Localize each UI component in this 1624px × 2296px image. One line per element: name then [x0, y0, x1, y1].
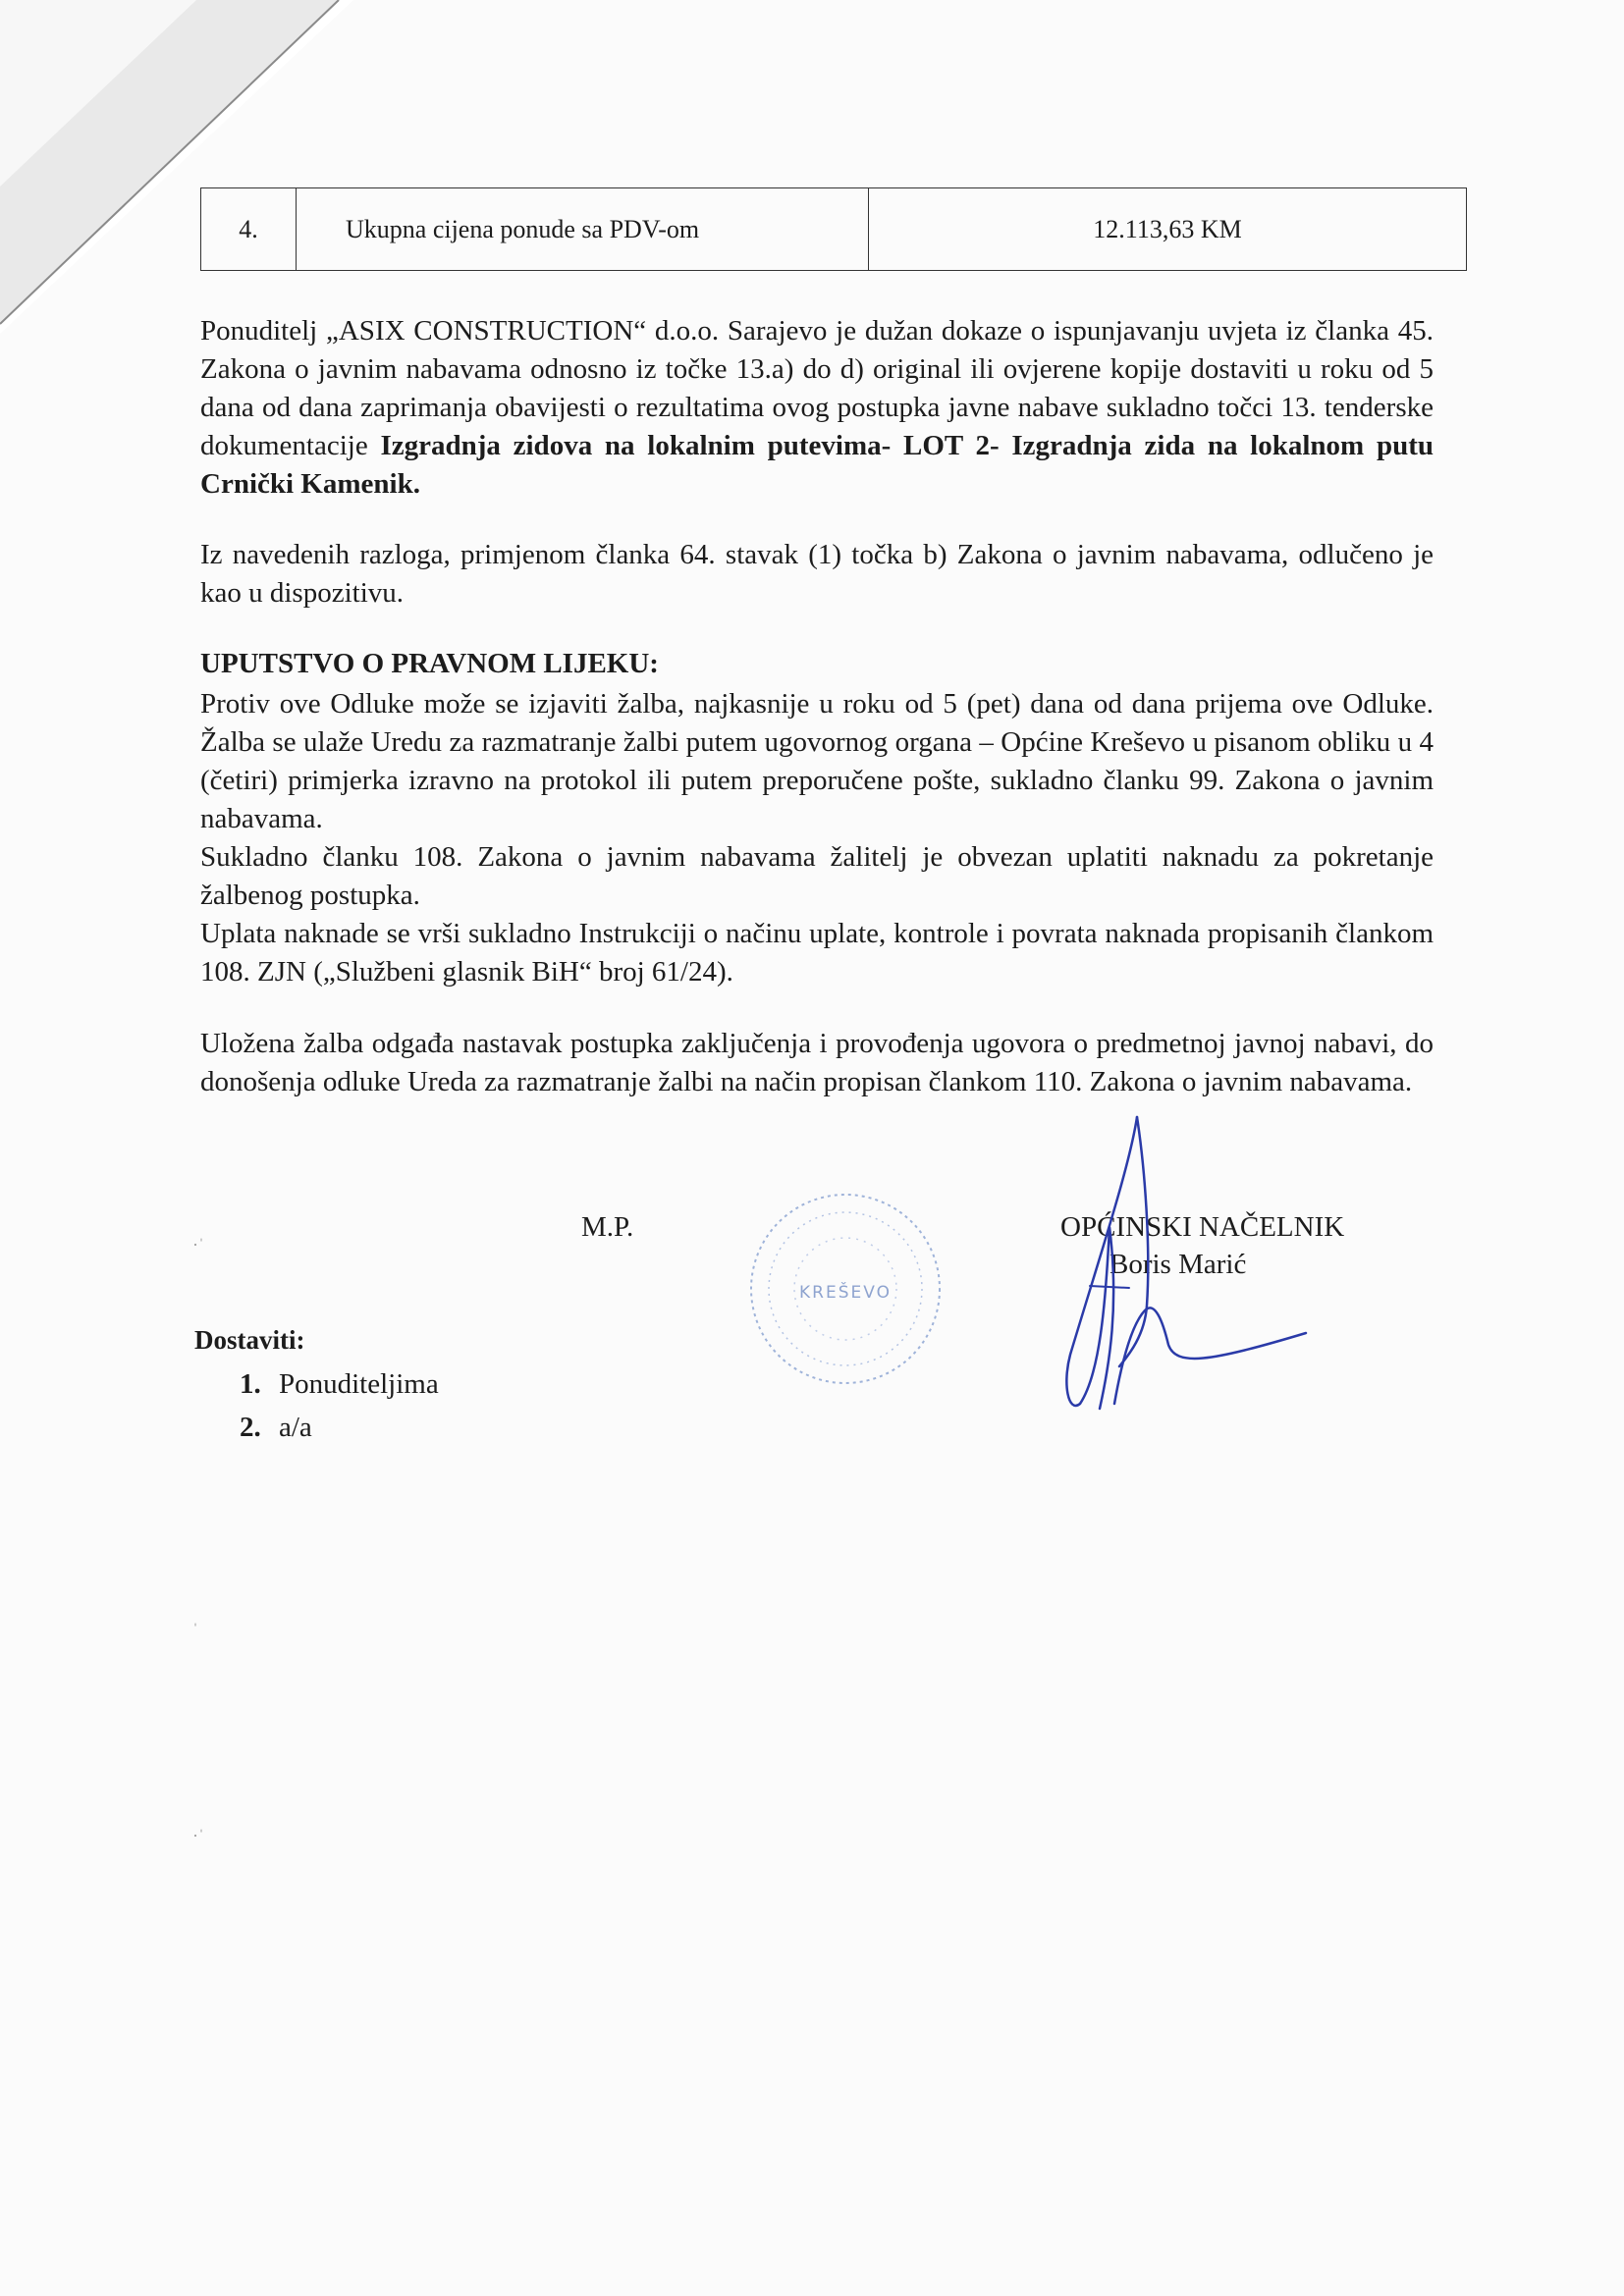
list-item [240, 1406, 439, 1449]
row-value: 12.113,63 KM [869, 188, 1467, 271]
row-number: 4. [201, 188, 297, 271]
handwritten-signature [1060, 1109, 1316, 1423]
list-item-text: Ponuditeljima [279, 1368, 439, 1400]
list-item-number: 1. [240, 1368, 261, 1400]
legal-remedy-text-3: Uplata naknade se vrši sukladno Instrukciji o načinu uplate, kontrole i povrata naknada propisanih člankom 108. ZJN („Službeni glasnik BiH“ broj 61/24). [200, 918, 1434, 988]
bidder-paragraph [200, 312, 1434, 504]
table-row [201, 188, 1467, 271]
legal-remedy-text-2: Sukladno članku 108. Zakona o javnim nabavama žalitelj je obvezan uplatiti naknadu za pokretanje žalbenog postupka. [200, 841, 1434, 911]
recipient-list [240, 1362, 439, 1449]
list-item-text: a/a [279, 1412, 312, 1443]
mp-label: M.P. [581, 1211, 634, 1243]
scan-speck: ·ˈ [192, 1235, 204, 1255]
legal-remedy-text-1: Protiv ove Odluke može se izjaviti žalba, najkasnije u roku od 5 (pet) dana od dana prijema ove Odluke. Žalba se ulaže Uredu za razmatranje žalbi putem ugovornog organa – Općine Kreševo u pisanom obliku u 4 (četiri) primjerka izravno na protokol ili putem preporučene pošte, sukladno članku 99. Zakona o javnim nabavama. [200, 688, 1434, 834]
delivery-label: Dostaviti: [194, 1325, 305, 1355]
bidder-text: Ponuditelj „ASIX CONSTRUCTION“ d.o.o. Sarajevo je dužan dokaze o ispunjavanju uvjeta iz članka 45. Zakona o javnim nabavama odnosno iz točke 13.a) do d) original ili ovjerene kopije dostaviti u roku od 5 dana od dana zaprimanja obavijesti o rezultatima ovog postupka javne nabave sukladno točci 13. tenderske dokumentacije [200, 315, 1434, 461]
page-corner-fold [0, 0, 353, 334]
list-item [240, 1362, 439, 1406]
official-name: Boris Marić [1110, 1249, 1247, 1280]
official-title: OPĆINSKI NAČELNIK [1060, 1211, 1345, 1243]
list-item-number: 2. [240, 1412, 261, 1443]
scan-speck: ˈ [192, 1620, 198, 1639]
row-description: Ukupna cijena ponude sa PDV-om [297, 188, 869, 271]
legal-remedy-heading: UPUTSTVO O PRAVNOM LIJEKU: [200, 648, 659, 679]
price-table [200, 187, 1467, 271]
official-seal-stamp [744, 1188, 947, 1390]
lot-title: Izgradnja zidova na lokalnim putevima- LOT 2- Izgradnja zida na lokalnom putu Crnički Kamenik. [200, 430, 1434, 500]
scan-speck: ·ˈ [192, 1826, 204, 1845]
appeal-effect-paragraph: Uložena žalba odgađa nastavak postupka zaključenja i provođenja ugovora o predmetnoj javnoj nabavi, do donošenja odluke Ureda za razmatranje žalbi na način propisan člankom 110. Zakona o javnim nabavama. [200, 1028, 1434, 1097]
svg-text:KREŠEVO: KREŠEVO [799, 1283, 892, 1303]
reason-paragraph: Iz navedenih razloga, primjenom članka 64. stavak (1) točka b) Zakona o javnim nabavama, odlučeno je kao u dispozitivu. [200, 539, 1434, 609]
